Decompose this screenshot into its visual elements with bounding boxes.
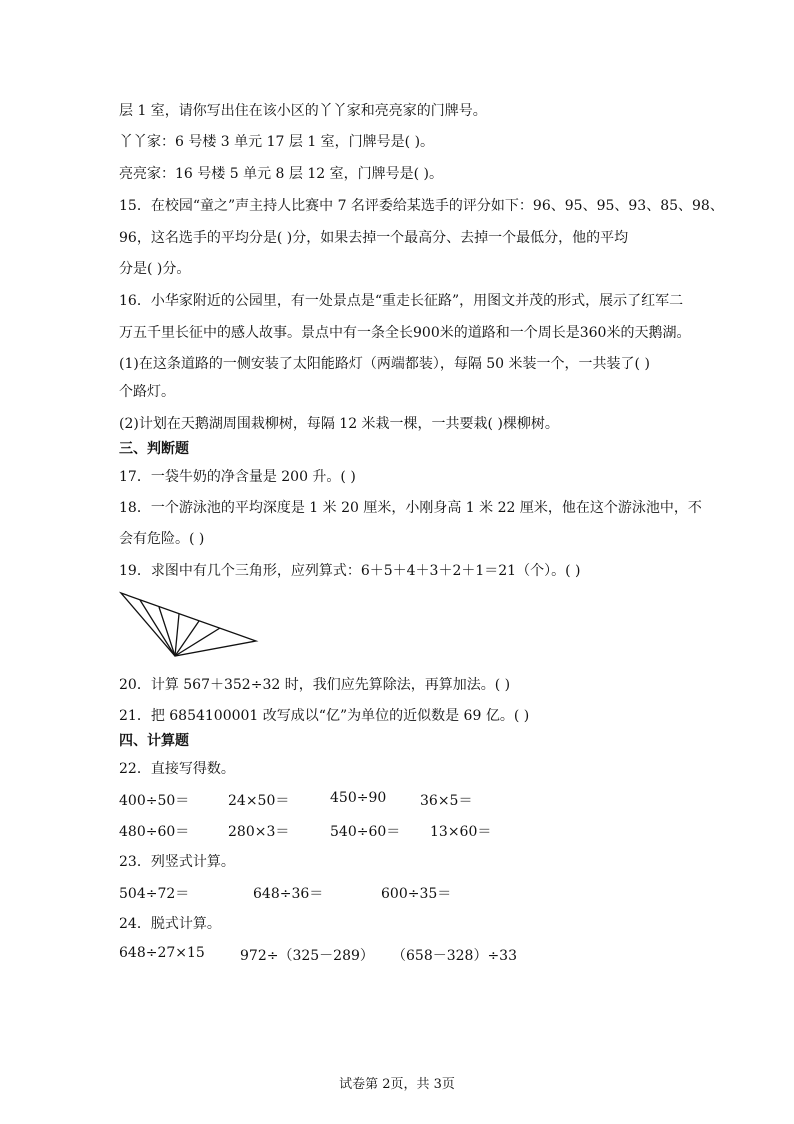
text-line: 丫丫家：6 号楼 3 单元 17 层 1 室，门牌号是( )。 [119,134,435,150]
expression: 972÷（325－289） [240,948,374,964]
question-19: 19．求图中有几个三角形，应列算式：6＋5＋4＋3＋2＋1＝21（个）。( ) [119,563,581,579]
expression: 13×60＝ [430,824,492,840]
question-18-cont: 会有危险。( ) [119,531,205,547]
text-line: 层 1 室，请你写出住在该小区的丫丫家和亮亮家的门牌号。 [119,103,487,119]
section-heading-calculation: 四、计算题 [119,733,189,749]
question-22: 22．直接写得数。 [119,761,235,777]
question-21: 21．把 6854100001 改写成以“亿”为单位的近似数是 69 亿。( ) [119,708,530,724]
question-16-part-1-cont: 个路灯。 [119,384,175,400]
expression: 600÷35＝ [381,886,452,902]
expression: 450÷90 [330,790,387,806]
expression: （658－328）÷33 [392,948,517,964]
text-line: 亮亮家：16 号楼 5 单元 8 层 12 室，门牌号是( )。 [119,166,443,182]
expression: 504÷72＝ [119,886,190,902]
section-heading-judgment: 三、判断题 [119,441,189,457]
question-15-cont: 96，这名选手的平均分是( )分，如果去掉一个最高分、去掉一个最低分，他的平均 [119,230,629,246]
question-15: 15．在校园“童之”声主持人比赛中 7 名评委给某选手的评分如下：96、95、95、93、85、98、 [119,198,724,214]
question-24: 24．脱式计算。 [119,916,221,932]
question-18: 18．一个游泳池的平均深度是 1 米 20 厘米，小刚身高 1 米 22 厘米，他在这个游泳池中，不 [119,500,702,516]
expression: 280×3＝ [228,824,290,840]
expression: 648÷27×15 [119,945,205,961]
question-15-cont: 分是( )分。 [119,261,191,277]
expression: 648÷36＝ [253,886,324,902]
expression: 540÷60＝ [330,824,401,840]
question-16-part-1: (1)在这条道路的一侧安装了太阳能路灯（两端都装），每隔 50 米装一个，一共装了( ) [119,356,650,372]
page-footer: 试卷第 2页，共 3页 [339,1077,455,1092]
triangle-figure [118,590,263,660]
expression: 480÷60＝ [119,824,190,840]
question-20: 20．计算 567＋352÷32 时，我们应先算除法，再算加法。( ) [119,677,511,693]
question-23: 23．列竖式计算。 [119,854,235,870]
question-16-part-2: (2)计划在天鹅湖周围栽柳树，每隔 12 米栽一棵，一共要栽( )棵柳树。 [119,416,559,432]
expression: 400÷50＝ [119,793,190,809]
expression: 24×50＝ [228,793,290,809]
question-16: 16．小华家附近的公园里，有一处景点是“重走长征路”，用图文并茂的形式，展示了红军二 [119,293,684,309]
expression: 36×5＝ [420,793,473,809]
question-16-cont: 万五千里长征中的感人故事。景点中有一条全长900米的道路和一个周长是360米的天鹅湖。 [119,325,691,341]
question-17: 17．一袋牛奶的净含量是 200 升。( ) [119,469,356,485]
